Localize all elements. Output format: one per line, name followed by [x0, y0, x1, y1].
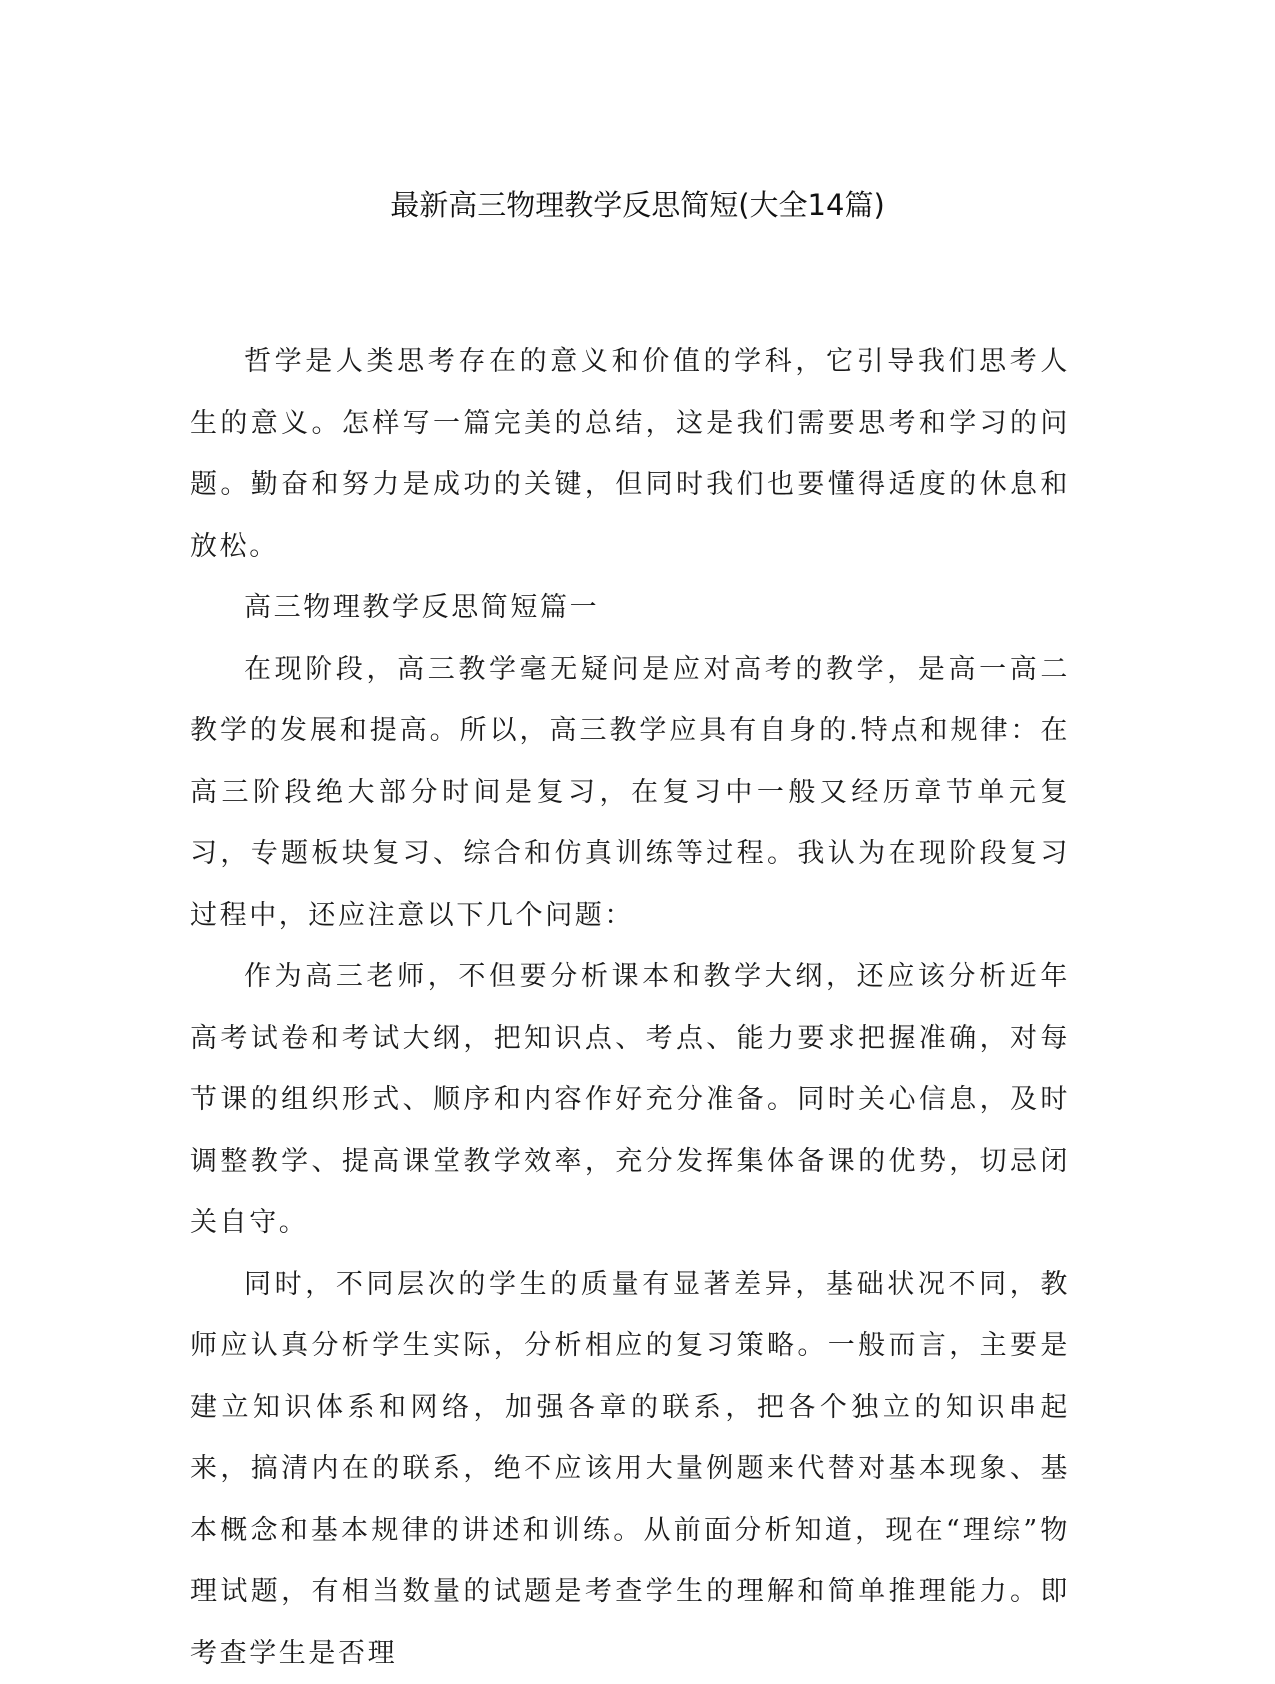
document-body	[190, 331, 1070, 1684]
body-paragraph: 作为高三老师，不但要分析课本和教学大纲，还应该分析近年高考试卷和考试大纲，把知识点、考点、能力要求把握准确，对每节课的组织形式、顺序和内容作好充分准备。同时关心信息，及时调整教学、提高课堂教学效率，充分发挥集体备课的优势，切忌闭关自守。	[190, 946, 1070, 1254]
intro-paragraph: 哲学是人类思考存在的意义和价值的学科，它引导我们思考人生的意义。怎样写一篇完美的总结，这是我们需要思考和学习的问题。勤奋和努力是成功的关键，但同时我们也要懂得适度的休息和放松。	[190, 331, 1070, 577]
body-paragraph: 在现阶段，高三教学毫无疑问是应对高考的教学，是高一高二教学的发展和提高。所以，高三教学应具有自身的.特点和规律：在高三阶段绝大部分时间是复习，在复习中一般又经历章节单元复习，专题板块复习、综合和仿真训练等过程。我认为在现阶段复习过程中，还应注意以下几个问题：	[190, 639, 1070, 947]
document-title: 最新高三物理教学反思简短(大全14篇)	[0, 185, 1275, 225]
body-paragraph: 同时，不同层次的学生的质量有显著差异，基础状况不同，教师应认真分析学生实际，分析相应的复习策略。一般而言，主要是建立知识体系和网络，加强各章的联系，把各个独立的知识串起来，搞清内在的联系，绝不应该用大量例题来代替对基本现象、基本概念和基本规律的讲述和训练。从前面分析知道，现在“理综”物理试题，有相当数量的试题是考查学生的理解和简单推理能力。即考查学生是否理	[190, 1254, 1070, 1684]
section-heading: 高三物理教学反思简短篇一	[190, 577, 1070, 639]
